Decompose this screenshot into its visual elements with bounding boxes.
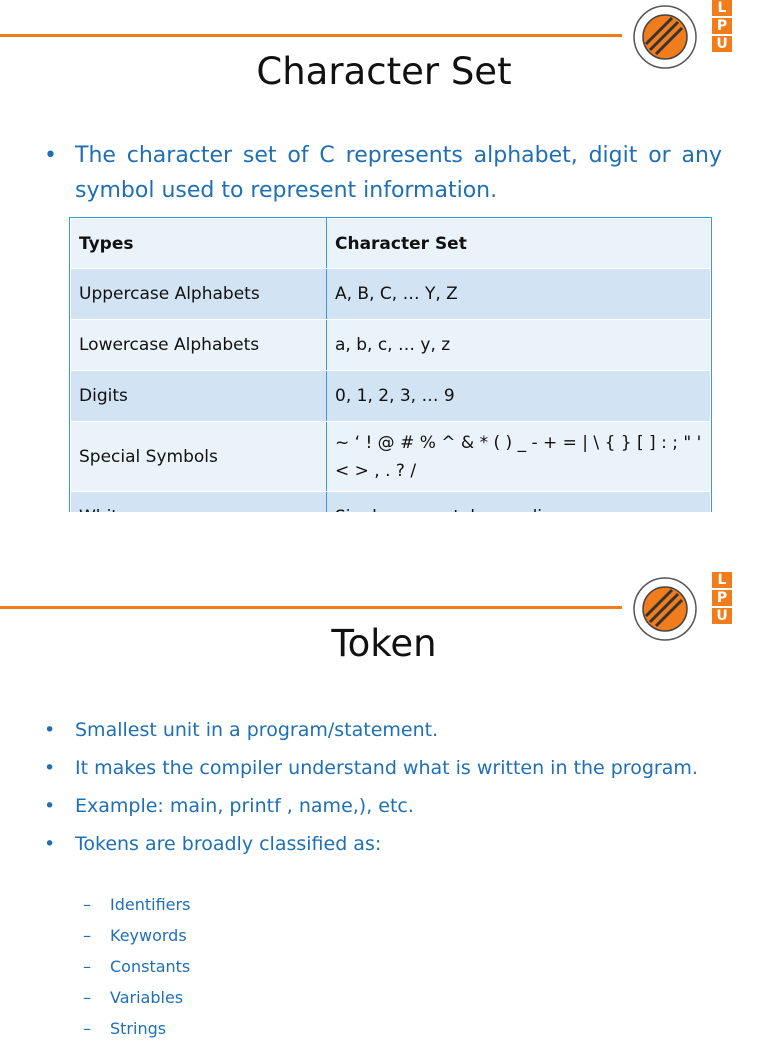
bullet-dot-icon: • (44, 719, 56, 741)
bullet-item (40, 791, 722, 822)
header-rule (0, 34, 622, 37)
table-cell-type: Lowercase Alphabets (71, 320, 327, 371)
table-header-types: Types (71, 219, 327, 269)
bullet-text: It makes the compiler understand what is written in the program. (75, 757, 698, 779)
slide-token (0, 512, 768, 1038)
slide-title: Character Set (256, 50, 512, 93)
table-header-row (71, 219, 711, 269)
list-item-label: Variables (110, 988, 184, 1007)
header-rule (0, 606, 622, 609)
logo-letter-u: U (712, 608, 732, 624)
list-item-label: Strings (110, 1019, 167, 1038)
token-class-list (83, 889, 190, 1044)
table-row (71, 422, 711, 492)
table-row (71, 269, 711, 320)
bullet-text: Tokens are broadly classified as: (75, 833, 382, 855)
logo-letter-p: P (712, 18, 732, 34)
bullet-item (40, 715, 722, 746)
bullet-text: The character set of C represents alphabet, digit or any symbol used to represent information. (75, 143, 722, 203)
bullet-dot-icon: • (44, 143, 57, 168)
table-cell-chars: ~ ‘ ! @ # % ^ & * ( ) _ - + = | \ { } [ ] : ; " ' < > , . ? / (327, 422, 711, 492)
table-cell-type: Digits (71, 371, 327, 422)
bullet-text: Example: main, printf , name,), etc. (75, 795, 414, 817)
bullet-item (40, 753, 722, 784)
list-item (83, 982, 190, 1013)
dash-icon: – (83, 988, 91, 1007)
bullet-dot-icon: • (44, 833, 56, 855)
list-item-label: Keywords (110, 926, 187, 945)
bullet-dot-icon: • (44, 795, 56, 817)
bullet-text: Smallest unit in a program/statement. (75, 719, 439, 741)
table-row (71, 371, 711, 422)
table-cell-type: Uppercase Alphabets (71, 269, 327, 320)
slide-character-set (0, 0, 768, 512)
table-cell-chars: 0, 1, 2, 3, … 9 (327, 371, 711, 422)
list-item-label: Identifiers (110, 895, 191, 914)
list-item (83, 920, 190, 951)
dash-icon: – (83, 1019, 91, 1038)
table-cell-chars: A, B, C, … Y, Z (327, 269, 711, 320)
list-item (83, 889, 190, 920)
dash-icon: – (83, 957, 91, 976)
list-item-label: Constants (110, 957, 191, 976)
logo-letter-u: U (712, 36, 732, 52)
bullet-list (40, 715, 722, 860)
bullet-dot-icon: • (44, 757, 56, 779)
dash-icon: – (83, 926, 91, 945)
bullet-item (40, 829, 722, 860)
slide-title: Token (331, 622, 437, 665)
logo-letter-l: L (712, 0, 732, 16)
table-row (71, 320, 711, 371)
bullet-list (40, 138, 722, 208)
dash-icon: – (83, 895, 91, 914)
character-set-table (70, 218, 711, 543)
table-cell-type: Special Symbols (71, 422, 327, 492)
logo-letter-p: P (712, 590, 732, 606)
list-item (83, 951, 190, 982)
bullet-item (40, 138, 722, 208)
table-header-character-set: Character Set (327, 219, 711, 269)
list-item (83, 1013, 190, 1044)
table-cell-chars: a, b, c, … y, z (327, 320, 711, 371)
logo-letter-l: L (712, 572, 732, 588)
